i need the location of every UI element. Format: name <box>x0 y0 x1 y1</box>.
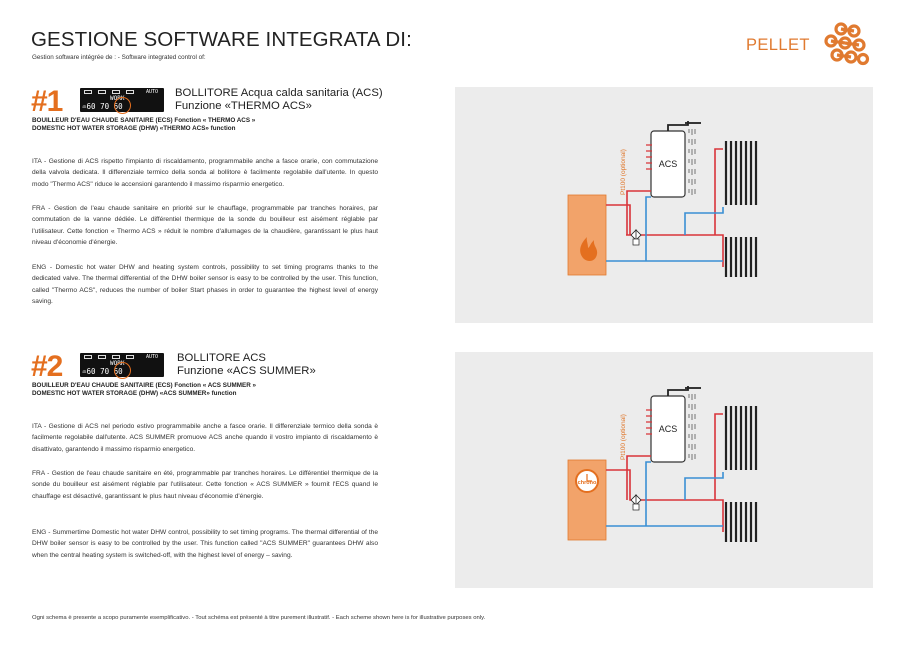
lcd-readout: ♒60 70 60 <box>82 102 123 111</box>
page-title: GESTIONE SOFTWARE INTEGRATA DI: <box>31 28 412 51</box>
pellet-logo-icon <box>820 21 872 69</box>
controller-display <box>80 88 164 112</box>
paragraph-eng: ENG - Summertime Domestic hot water DHW control, possibility to set timing programs. The thermal differential of the DHW boiler sensor is easy to be controlled by the user. This function called "ACS SUMMER" guarantees DHW also when the central heating system is switched-off, with the highest level of energy – saving. <box>32 529 378 559</box>
section-thermo-acs <box>0 84 904 344</box>
page-subtitle: Gestion software intégrée de : - Software integrated control of: <box>32 54 206 61</box>
three-way-valve-icon <box>631 495 641 505</box>
disclaimer-footer: Ogni schema è presente a scopo puramente esemplificativo. - Tout schéma est présenté à titre purement illustratif. - Each scheme shown here is for illustrative purposes only. <box>32 615 486 621</box>
heating-schematic <box>455 352 873 588</box>
paragraph-ita: ITA - Gestione di ACS rispetto l'impianto di riscaldamento, programmabile anche a fasce orarie, con commutazione della valvola dedicata. Il differenziale termico della sonda al bollitore è facilmente regolabile dall'utente. In questo modo "Thermo ACS" riduce le accensioni garantendo il massimo risparmio energetico. <box>32 158 378 188</box>
lcd-segment <box>98 90 106 94</box>
paragraph-fra: FRA - Gestion de l'eau chaude sanitaire en été, programmable par tranches horaires. Le différentiel thermique de la sonde du bouilleur est aisément réglable par l'utilisateur. Cette fonction « ACS SUMMER » fournit l'ECS quand le chauffage est désactivé, garantissant le plus haut niveau d'économie d'énergie. <box>32 470 378 500</box>
pellet-boiler <box>568 195 606 275</box>
tank-label: ACS <box>658 159 678 169</box>
three-way-valve-icon <box>631 230 641 240</box>
tank-label: ACS <box>658 424 678 434</box>
heating-schematic-panel <box>455 352 873 588</box>
section-number: #1 <box>31 85 63 118</box>
lcd-segment <box>84 355 92 359</box>
lcd-segment <box>112 90 120 94</box>
section-subheading-fr: BOUILLEUR D'EAU CHAUDE SANITAIRE (ECS) Fonction « ACS SUMMER » <box>32 382 256 389</box>
paragraph-ita: ITA - Gestione di ACS nel periodo estivo programmabile anche a fasce orarie. Il differenziale termico della sonda è facilmente regolabile dall'utente. ACS SUMMER promuove ACS anche quando il vostro impianto di riscaldamento è disattivato, garantendo il massimo risparmio energetico. <box>32 423 378 453</box>
sensor-label: Pt100 (optional) <box>620 149 627 195</box>
section-subheading-en: DOMESTIC HOT WATER STORAGE (DHW) «ACS SUMMER» function <box>32 390 237 397</box>
lcd-segment <box>112 355 120 359</box>
heating-schematic-panel <box>455 87 873 323</box>
lcd-work-label: WORK <box>110 95 125 102</box>
lcd-segment <box>98 355 106 359</box>
sensor-label: Pt100 (optional) <box>620 414 627 460</box>
lcd-work-label: WORK <box>110 360 125 367</box>
highlight-ring <box>114 97 131 114</box>
lcd-segment <box>84 90 92 94</box>
section-heading: BOLLITORE ACS Funzione «ACS SUMMER» <box>177 352 316 377</box>
controller-display <box>80 353 164 377</box>
lcd-readout: ♒60 70 60 <box>82 367 123 376</box>
radiator-lower <box>726 237 756 277</box>
radiator-lower <box>726 502 756 542</box>
lcd-auto-label: AUTO <box>146 354 159 360</box>
highlight-ring <box>114 362 131 379</box>
shower-water-icon <box>689 129 695 195</box>
section-heading: BOLLITORE Acqua calda sanitaria (ACS) Funzione «THERMO ACS» <box>175 87 383 112</box>
heating-schematic <box>455 87 873 323</box>
lcd-segment <box>126 90 134 94</box>
brand-name: PELLET <box>746 36 810 54</box>
shower-water-icon <box>689 394 695 460</box>
section-number: #2 <box>31 350 63 383</box>
paragraph-fra: FRA - Gestion de l'eau chaude sanitaire en priorité sur le chauffage, programmable par tranches horaires, par commutation de la vanne dédiée. Le différentiel thermique de la sonde du bouilleur est aisément réglable par l'utilisateur. Cette fonction « Thermo ACS » réduit le nombre d'allumages de la chaudière, garantissant le plus haut niveau d'économie d'énergie. <box>32 205 378 246</box>
radiator-upper <box>726 141 756 205</box>
lcd-segment <box>126 355 134 359</box>
paragraph-eng: ENG - Domestic hot water DHW and heating system controls, possibility to set timing programs thanks to the dedicated valve. The thermal differential of the DHW boiler sensor is easy to be controlled by the user. This function, called "Thermo ACS", reduces the number of boiler Start phases in order to guarantee the highest level of energy saving. <box>32 264 378 305</box>
section-subheading-fr: BOUILLEUR D'EAU CHAUDE SANITAIRE (ECS) Fonction « THERMO ACS » <box>32 117 256 124</box>
section-acs-summer <box>0 349 904 609</box>
chrono-label: chrono <box>577 480 597 486</box>
lcd-auto-label: AUTO <box>146 89 159 95</box>
section-subheading-en: DOMESTIC HOT WATER STORAGE (DHW) «THERMO ACS» function <box>32 125 236 132</box>
radiator-upper <box>726 406 756 470</box>
